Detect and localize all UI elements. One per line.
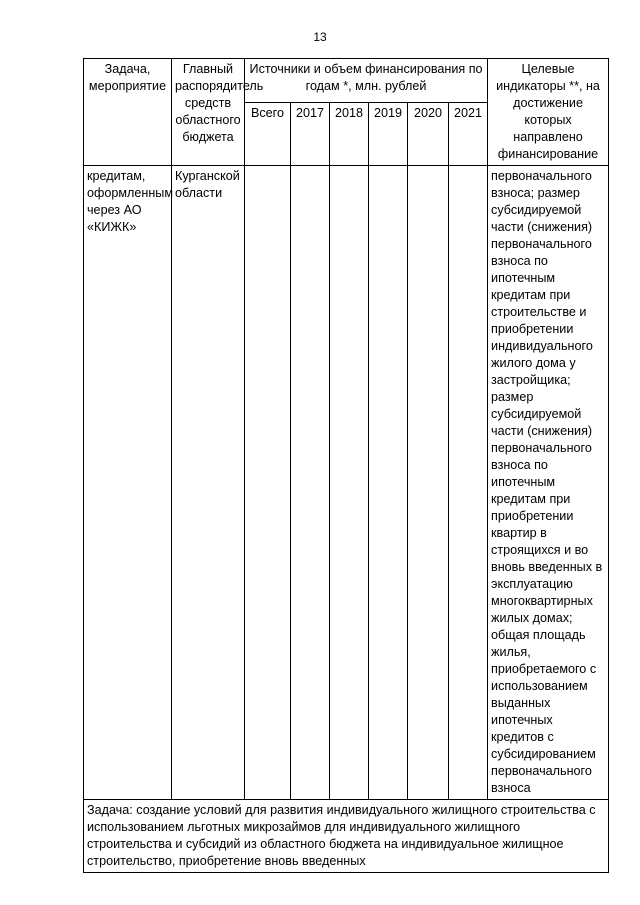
row-2018-cell: [330, 166, 369, 800]
header-year-2019: 2019: [369, 102, 408, 165]
header-year-2017: 2017: [291, 102, 330, 165]
header-year-2018: 2018: [330, 102, 369, 165]
row-targets: первоначального взноса; размер субсидируемой части (снижения) первоначального взноса по ипотечным кредитам при строительстве и приобретении индивидуального жилого дома у застройщика; размер субсидируемой части (снижения) первоначального взноса по ипотечным кредитам при приобретении квартир в строящихся и во вновь введенных в эксплуатацию многоквартирных жилых домах; общая площадь жилья, приобретаемого с использованием выданных ипотечных кредитов с субсидированием первоначального взноса: [488, 166, 609, 800]
row-2021-cell: [449, 166, 488, 800]
financing-table: [83, 58, 609, 873]
row-task: кредитам, оформленным через АО «КИЖК»: [84, 166, 172, 800]
row-2020-cell: [408, 166, 449, 800]
header-year-2020: 2020: [408, 102, 449, 165]
task-row-text: Задача: создание условий для развития индивидуального жилищного строительства с использованием льготных микрозаймов для индивидуального жилищного строительства и субсидий из областного бюджета на индивидуальное жилищное строительство, приобретение вновь введенных: [84, 800, 609, 873]
row-total-cell: [245, 166, 291, 800]
header-total: Всего: [245, 102, 291, 165]
row-manager: Курганской области: [172, 166, 245, 800]
header-row: [84, 59, 609, 103]
page-number: 13: [313, 30, 327, 44]
header-task: Задача, мероприятие: [84, 59, 172, 166]
task-row: [84, 800, 609, 873]
row-2019-cell: [369, 166, 408, 800]
row-2017-cell: [291, 166, 330, 800]
header-main-manager: Главный распорядитель средств областного бюджета: [172, 59, 245, 166]
header-financing: Источники и объем финансирования по годам *, млн. рублей: [245, 59, 488, 103]
header-targets: Целевые индикаторы **, на достижение которых направлено финансирование: [488, 59, 609, 166]
data-row: [84, 166, 609, 800]
header-year-2021: 2021: [449, 102, 488, 165]
